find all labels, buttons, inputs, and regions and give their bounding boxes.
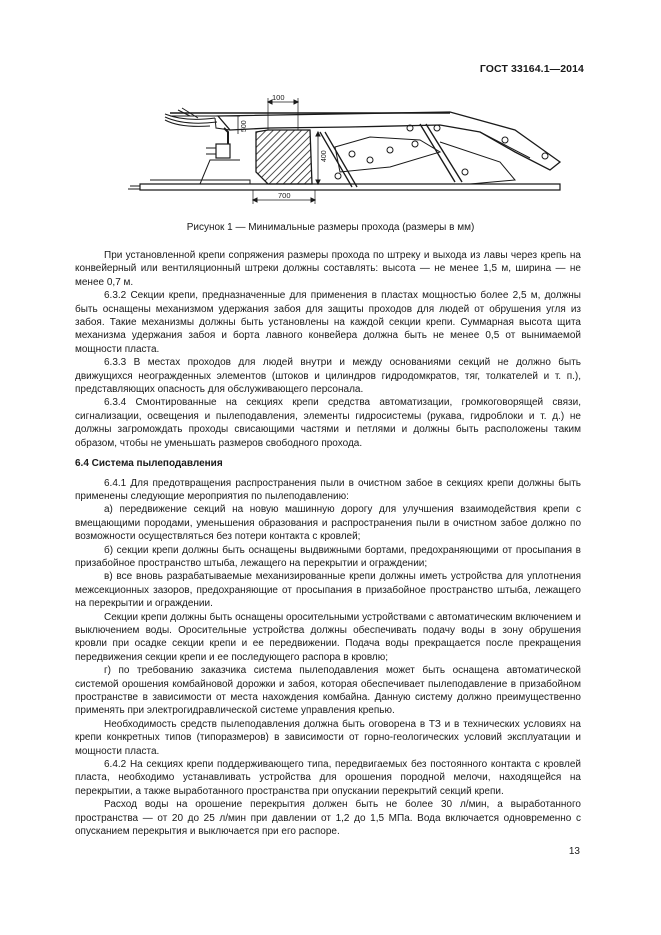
document-body xyxy=(75,249,581,838)
paragraph: Секции крепи должны быть оснащены оросительными устройствами с автоматическим включением и выключением воды. Оросительные устройства должны обеспечивать подачу воды в зону обрушения кровли при осадке секции крепи и ее передвижении. Подача воды прекращается после прекращения передвижения секции крепи и ее последующего распора в кровлю; xyxy=(75,611,581,663)
dim-400: 400 xyxy=(321,150,328,162)
support-drawing xyxy=(120,92,572,212)
list-item: б) секции крепи должны быть оснащены выдвижными бортами, предохраняющими от просыпания в призабойное пространство штыба, лежащего на перекрытии и ограждении; xyxy=(75,544,581,569)
paragraph: Необходимость средств пылеподавления должна быть оговорена в ТЗ и в технических условиях на крепи конкретных типов (типоразмеров) в зависимости от горно-геологических условий эксплуатации и мощности пласта. xyxy=(75,718,581,757)
paragraph: 6.3.3 В местах проходов для людей внутри и между основаниями секций не должно быть движущихся неогражденных элементов (штоков и цилиндров гидродомкратов, тяг, толкателей и т. п.), представляющих опасность для обслуживающего персонала. xyxy=(75,357,581,396)
paragraph: 6.3.4 Смонтированные на секциях крепи средства автоматизации, громкоговорящей связи, сигнализации, освещения и пылеподавления, элементы гидросистемы (рукава, гидроблоки и т. д.) не должны загромождать проходы свисающими частями и петлями и должны быть расположены таким образом, чтобы не уменьшать размеров свободного прохода. xyxy=(75,397,581,449)
paragraph: 6.3.2 Секции крепи, предназначенные для применения в пластах мощностью более 2,5 м, должны быть оснащены механизмом удержания забоя для защиты проходов для людей от обрушения угля из забоя. Такие механизмы должны быть установлены на каждой секции крепи. Суммарная высота щита механизма удержания забоя и борта лавного конвейера должна быть не менее 0,5 от вынимаемой мощности пласта. xyxy=(75,290,581,355)
paragraph: 6.4.1 Для предотвращения распространения пыли в очистном забое в секциях крепи должны быть применены следующие мероприятия по пылеподавлению: xyxy=(75,477,581,502)
paragraph: Расход воды на орошение перекрытия должен быть не более 30 л/мин, а выработанного пространства — от 20 до 25 л/мин при давлении от 1,2 до 1,5 МПа. Вода включается одновременно с опусканием перекрытия и выключается при его распоре. xyxy=(75,799,581,838)
dim-500: 500 xyxy=(241,120,248,132)
list-item: а) передвижение секций на новую машинную дорогу для улучшения взаимодействия крепи с вмещающими породами, уменьшения образования и распространения пыли в очистном забое должно по возможности осуществляться без потери контакта с кровлей; xyxy=(75,504,581,543)
dim-700: 700 xyxy=(278,191,291,200)
dim-100: 100 xyxy=(272,93,285,102)
list-item: г) по требованию заказчика система пылеподавления может быть оснащена автоматической системой орошения комбайновой дорожки и забоя, которая обеспечивает пылеподавление в призабойном пространстве в зависимости от места нахождения комбайна. Данную систему должно преимущественно применять при электрогидравлической системе управления крепью. xyxy=(75,665,581,717)
paragraph: 6.4.2 На секциях крепи поддерживающего типа, передвигаемых без постоянного контакта с кровлей пласта, необходимо устанавливать устройства для орошения породной мелочи, находящейся на перекрытии, а также выработанного пространства при опускании перекрытий секций крепи. xyxy=(75,759,581,797)
section-heading: 6.4 Система пылеподавления xyxy=(75,458,223,470)
paragraph: При установленной крепи сопряжения размеры прохода по штреку и выхода из лавы через крепь на конвейерный или вентиляционный штреки должны составлять: высота — не менее 1,5 м, ширина — не менее 0,7 м. xyxy=(75,250,581,288)
list-item: в) все вновь разрабатываемые механизированные крепи должны иметь устройства для уплотнения межсекционных зазоров, предохраняющие от просыпания в призабойное пространство штыба, лежащего на перекрытии и ограждении. xyxy=(75,571,581,610)
page-number: 13 xyxy=(568,846,580,857)
figure-caption: Рисунок 1 — Минимальные размеры прохода (размеры в мм) xyxy=(186,222,475,233)
document-header: ГОСТ 33164.1—2014 xyxy=(479,63,584,75)
